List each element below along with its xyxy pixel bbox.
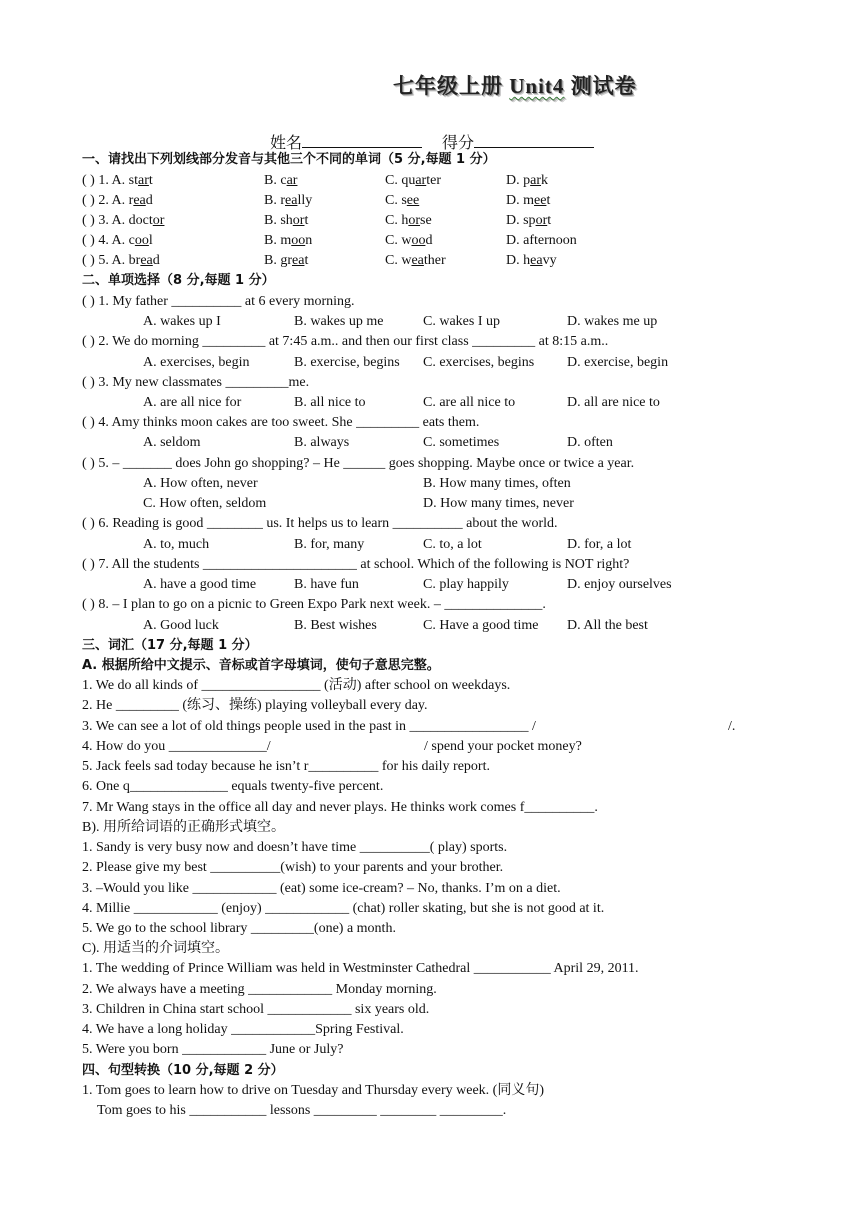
s2-q4-options: A. seldom B. always C. sometimes D. often (143, 435, 613, 450)
name-label: 姓名 (270, 135, 303, 152)
s3a-q3: 3. We can see a lot of old things people used in the past in _________________ / (82, 719, 536, 734)
title-prefix: 七年级上册 (393, 74, 510, 98)
title-suffix: 测试卷 (564, 74, 637, 98)
section2-heading: 二、单项选择（8 分,每题 1 分） (82, 273, 275, 288)
s2-q3: ( ) 3. My new classmates _________me. (82, 375, 310, 390)
name-blank[interactable] (302, 131, 422, 148)
s1-q4: ( ) 4. A. cool B. moon C. wood D. afternoon (82, 233, 577, 248)
s2-q4: ( ) 4. Amy thinks moon cakes are too sweet. She _________ eats them. (82, 415, 480, 430)
s3c-q5: 5. Were you born ____________ June or July? (82, 1042, 344, 1057)
s1-q3: ( ) 3. A. doctor B. short C. horse D. sport (82, 213, 552, 228)
section3b-heading: B). 用所给词语的正确形式填空。 (82, 820, 285, 835)
s1-q2: ( ) 2. A. read B. really C. see D. meet (82, 193, 551, 208)
section3c-heading: C). 用适当的介词填空。 (82, 941, 229, 956)
s3b-q4: 4. Millie ____________ (enjoy) ____________ (chat) roller skating, but she is not good at it. (82, 901, 605, 916)
score-label: 得分 (442, 135, 475, 152)
s2-q2: ( ) 2. We do morning _________ at 7:45 a.m.. and then our first class _________ at 8:15 a.m.. (82, 334, 609, 349)
s3a-q4: 4. How do you ______________/ (82, 739, 271, 754)
s1-q5: ( ) 5. A. bread B. great C. weather D. heavy (82, 253, 557, 268)
s3b-q5: 5. We go to the school library _________(one) a month. (82, 921, 396, 936)
s2-q6-options: A. to, much B. for, many C. to, a lot D. for, a lot (143, 537, 632, 552)
name-score-line (270, 130, 594, 153)
s2-q5-options-row2: C. How often, seldom D. How many times, never (143, 496, 574, 511)
s4-q1: 1. Tom goes to learn how to drive on Tuesday and Thursday every week. (同义句) (82, 1083, 544, 1098)
s3b-q1: 1. Sandy is very busy now and doesn’t have time __________( play) sports. (82, 840, 508, 855)
s2-q7: ( ) 7. All the students ______________________ at school. Which of the following is NOT right? (82, 557, 630, 572)
s2-q2-options: A. exercises, begin B. exercise, begins C. exercises, begins D. exercise, begin (143, 355, 669, 370)
title-unit: Unit4 (509, 74, 565, 98)
s3b-q2: 2. Please give my best __________(wish) to your parents and your brother. (82, 860, 504, 875)
section3a-heading: A. 根据所给中文提示、音标或首字母填词，使句子意思完整。 (82, 658, 440, 673)
s3c-q3: 3. Children in China start school ____________ six years old. (82, 1002, 430, 1017)
s2-q5-options-row1: A. How often, never B. How many times, often (143, 476, 571, 491)
s2-q5: ( ) 5. – _______ does John go shopping? – He ______ goes shopping. Maybe once or twice a year. (82, 456, 635, 471)
section4-heading: 四、句型转换（10 分,每题 2 分） (82, 1063, 284, 1078)
s3a-q6: 6. One q______________ equals twenty-five percent. (82, 779, 384, 794)
s2-q8-options: A. Good luck B. Best wishes C. Have a good time D. All the best (143, 618, 648, 633)
s1-q1: ( ) 1. A. start B. car C. quarter D. park (82, 173, 549, 188)
s2-q1-options: A. wakes up I B. wakes up me C. wakes I up D. wakes me up (143, 314, 658, 329)
s3a-q4-end: / spend your pocket money? (424, 739, 582, 754)
s2-q1: ( ) 1. My father __________ at 6 every morning. (82, 294, 355, 309)
s2-q6: ( ) 6. Reading is good ________ us. It helps us to learn __________ about the world. (82, 516, 558, 531)
s4-q1-answer: Tom goes to his ___________ lessons _________ ________ _________. (97, 1103, 507, 1118)
s2-q3-options: A. are all nice for B. all nice to C. are all nice to D. all are nice to (143, 395, 660, 410)
section1-heading: 一、请找出下列划线部分发音与其他三个不同的单词（5 分,每题 1 分） (82, 152, 496, 167)
s3c-q4: 4. We have a long holiday ____________Spring Festival. (82, 1022, 404, 1037)
s2-q8: ( ) 8. – I plan to go on a picnic to Green Expo Park next week. – ______________. (82, 597, 546, 612)
s2-q7-options: A. have a good time B. have fun C. play happily D. enjoy ourselves (143, 577, 672, 592)
section3-heading: 三、词汇（17 分,每题 1 分） (82, 638, 258, 653)
s3a-q3-end: /. (728, 719, 736, 734)
s3b-q3: 3. –Would you like ____________ (eat) some ice-cream? – No, thanks. I’m on a diet. (82, 881, 561, 896)
s3a-q7: 7. Mr Wang stays in the office all day and never plays. He thinks work comes f__________. (82, 800, 598, 815)
page-title (393, 70, 637, 100)
s3a-q2: 2. He _________ (练习、操练) playing volleyball every day. (82, 698, 428, 713)
s3a-q5: 5. Jack feels sad today because he isn’t r__________ for his daily report. (82, 759, 490, 774)
score-blank[interactable] (474, 131, 594, 148)
s3c-q1: 1. The wedding of Prince William was held in Westminster Cathedral ___________ April 29, 2011. (82, 961, 639, 976)
s3a-q1: 1. We do all kinds of _________________ (活动) after school on weekdays. (82, 678, 511, 693)
s3c-q2: 2. We always have a meeting ____________ Monday morning. (82, 982, 437, 997)
